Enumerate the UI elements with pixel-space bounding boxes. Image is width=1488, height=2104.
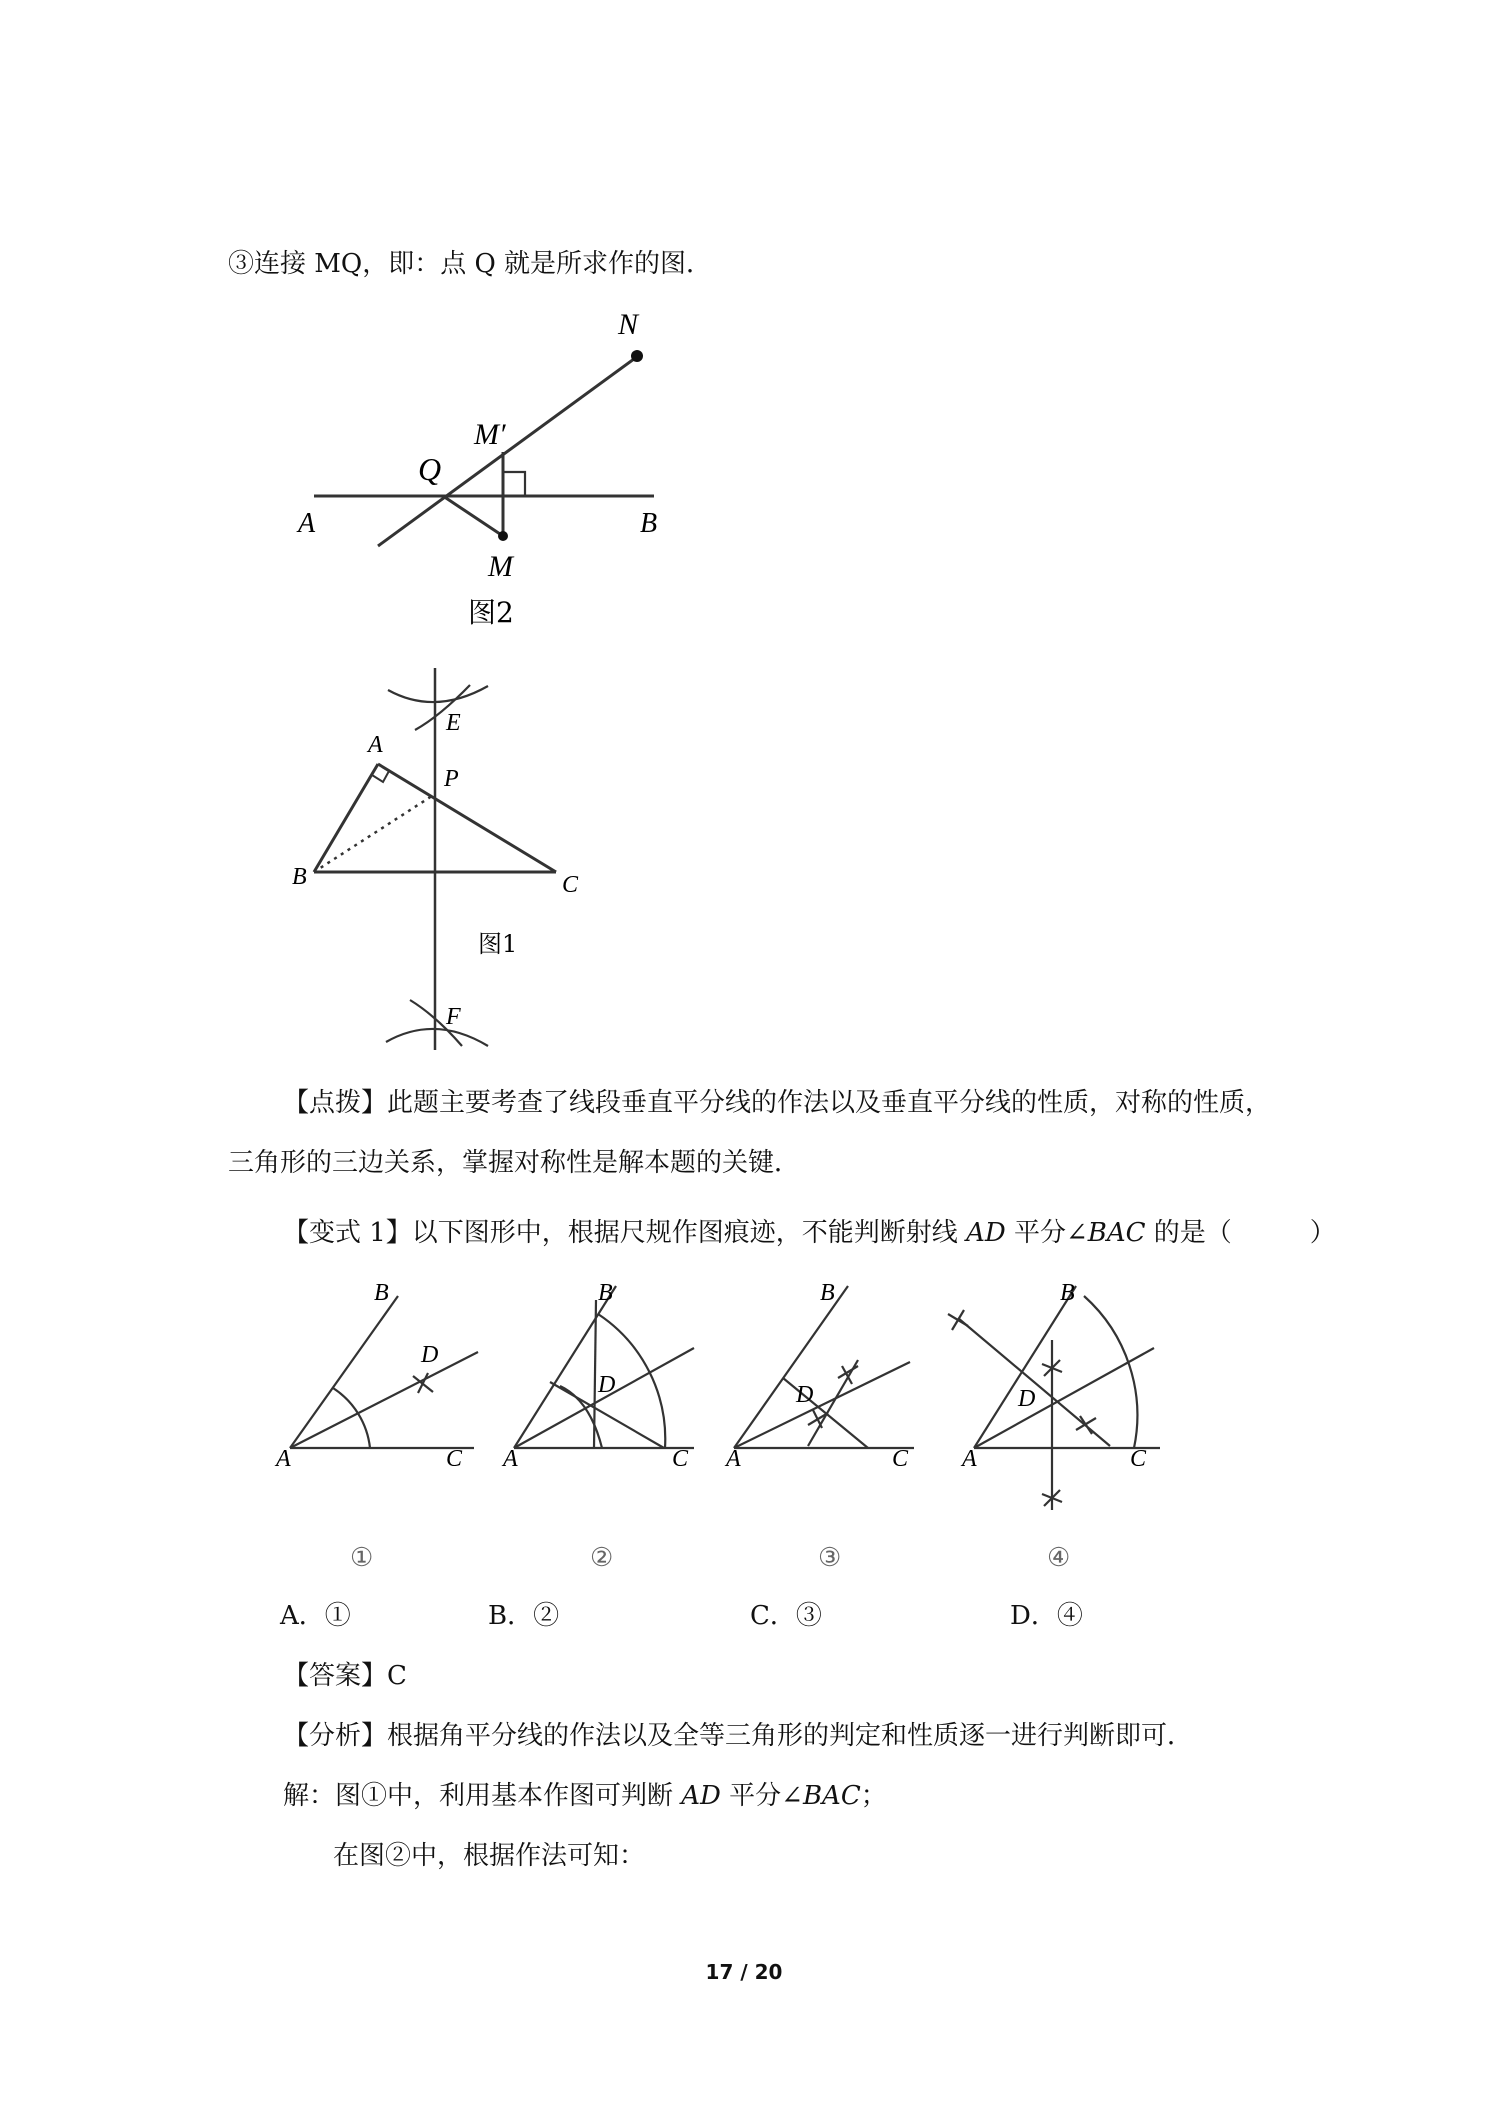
solution-prefix: 解：图①中，利用基本作图可判断: [283, 1781, 682, 1811]
vfig3-diagram: [734, 1286, 914, 1448]
vfig1-caption: ①: [350, 1543, 374, 1573]
variant-prefix: 【变式 1】以下图形中，根据尺规作图痕迹，不能判断射线: [283, 1218, 967, 1248]
answer-text: 【答案】C: [283, 1661, 407, 1691]
vfig4-caption: ④: [1047, 1543, 1071, 1573]
vfig2-label-d: D: [598, 1372, 616, 1398]
fig2-label-b: B: [640, 508, 658, 539]
fig1-label-f: F: [446, 1004, 461, 1030]
solution-bac: BAC: [802, 1781, 861, 1811]
fig1-segment-bp: [314, 794, 435, 872]
vfig2-label-c: C: [672, 1446, 689, 1472]
fig2-label-q: Q: [418, 451, 442, 487]
vfig3-label-c: C: [892, 1446, 909, 1472]
analysis-text: 【分析】根据角平分线的作法以及全等三角形的判定和性质逐一进行判断即可．: [283, 1721, 1194, 1751]
vfig4-label-b: B: [1060, 1280, 1075, 1306]
vfig4-label-d: D: [1018, 1386, 1036, 1412]
step3-text: ③连接 MQ，即：点 Q 就是所求作的图．: [228, 249, 713, 279]
fig2-label-n: N: [618, 308, 639, 341]
fig1-label-b: B: [292, 864, 307, 890]
fig1-label-a: A: [368, 732, 383, 758]
vfig2-label-b: B: [598, 1280, 613, 1306]
vfig1-label-b: B: [374, 1280, 389, 1306]
fig2-label-a: A: [298, 508, 316, 539]
vfig2-label-a: A: [503, 1446, 518, 1472]
fig1-caption: 图1: [478, 930, 518, 958]
variant-ad: AD: [966, 1218, 1006, 1248]
fig1-label-e: E: [446, 710, 461, 736]
variant-suffix: 的是（ ）: [1145, 1218, 1336, 1248]
option-b: B．②: [488, 1601, 560, 1631]
hint-line2: 三角形的三边关系，掌握对称性是解本题的关键．: [228, 1148, 801, 1178]
hint-line1: 【点拨】此题主要考查了线段垂直平分线的作法以及垂直平分线的性质，对称的性质，: [283, 1088, 1272, 1118]
fig2-segment-qm: [443, 496, 503, 536]
variant-mid: 平分∠: [1005, 1218, 1088, 1248]
vfig4-label-a: A: [962, 1446, 977, 1472]
vfig3-caption: ③: [818, 1543, 842, 1573]
fig1-side-ac: [378, 764, 556, 872]
fig2-right-angle: [503, 472, 525, 496]
option-a: A．①: [280, 1601, 351, 1631]
fig2-point-m: [498, 531, 508, 541]
fig1-arc-e2: [415, 685, 470, 730]
option-d: D．④: [1010, 1601, 1083, 1631]
fig2-label-m: M: [488, 550, 513, 583]
vfig2-diagram: [514, 1286, 694, 1448]
fig2-point-n: [631, 350, 643, 362]
fig1-arc-e1: [388, 686, 488, 702]
vfig4-diagram: [948, 1286, 1160, 1510]
solution-ad: AD: [681, 1781, 721, 1811]
option-c: C．③: [750, 1601, 822, 1631]
vfig2-caption: ②: [590, 1543, 614, 1573]
fig1-arc-f1: [386, 1029, 488, 1046]
fig1-diagram: [314, 668, 556, 1050]
step-fig2-text: 在图②中，根据作法可知：: [333, 1841, 646, 1871]
fig2-label-mprime: M′: [474, 418, 506, 451]
page-number: 17 / 20: [705, 1960, 783, 1984]
solution-suffix: ；: [860, 1781, 887, 1811]
fig2-caption: 图2: [468, 596, 514, 629]
vfig3-label-b: B: [820, 1280, 835, 1306]
vfig3-label-a: A: [726, 1446, 741, 1472]
variant-bac: BAC: [1087, 1218, 1146, 1248]
vfig1-diagram: [290, 1296, 478, 1448]
fig2-ray-qn: [378, 356, 638, 546]
fig1-label-p: P: [444, 766, 459, 792]
vfig1-label-c: C: [446, 1446, 463, 1472]
vfig1-label-a: A: [276, 1446, 291, 1472]
vfig1-label-d: D: [421, 1342, 439, 1368]
fig1-side-ab: [314, 764, 378, 872]
fig1-label-c: C: [562, 872, 579, 898]
vfig3-label-d: D: [796, 1382, 814, 1408]
vfig4-label-c: C: [1130, 1446, 1147, 1472]
fig2-diagram: [314, 356, 654, 546]
solution-mid: 平分∠: [720, 1781, 803, 1811]
